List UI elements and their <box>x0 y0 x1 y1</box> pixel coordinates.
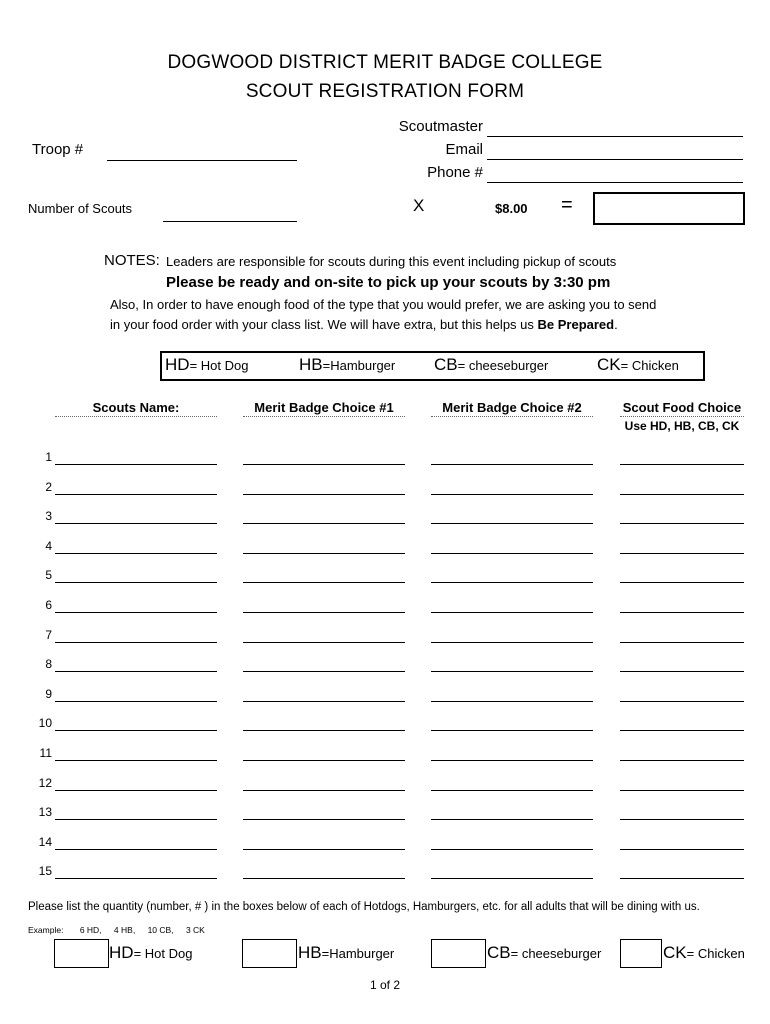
row-number: 4 <box>45 538 52 553</box>
row-number: 12 <box>38 775 52 790</box>
adult-chicken-label <box>663 943 745 963</box>
scout-name-field[interactable] <box>55 701 217 702</box>
example-item: 4 HB, <box>113 925 136 935</box>
food-choice-field[interactable] <box>620 760 744 761</box>
food-choice-field[interactable] <box>620 730 744 731</box>
legend-chicken <box>597 355 679 375</box>
adult-hamburger-quantity-box[interactable] <box>242 939 297 968</box>
badge-choice-1-field[interactable] <box>243 819 405 820</box>
scout-name-field[interactable] <box>55 730 217 731</box>
notes-line2: Also, In order to have enough food of the type that you would prefer, we are asking you to send <box>110 297 657 312</box>
badge-choice-2-field[interactable] <box>431 582 593 583</box>
legend-hamburger <box>299 355 395 375</box>
legend-hotdog-code: HD <box>165 355 190 374</box>
column-subheader-food: Use HD, HB, CB, CK <box>624 419 740 433</box>
price-per-scout: $8.00 <box>495 201 528 216</box>
adult-cheeseburger-meaning: = cheeseburger <box>510 946 602 961</box>
row-number: 9 <box>45 686 52 701</box>
badge-choice-1-field[interactable] <box>243 642 405 643</box>
legend-cheeseburger <box>434 355 548 375</box>
adult-cheeseburger-quantity-box[interactable] <box>431 939 486 968</box>
badge-choice-2-field[interactable] <box>431 612 593 613</box>
notes-period: . <box>614 317 618 332</box>
column-header-scout-name: Scouts Name: <box>92 400 180 415</box>
adult-hotdog-label <box>109 943 192 963</box>
adult-cheeseburger-label <box>487 943 601 963</box>
scout-name-field[interactable] <box>55 790 217 791</box>
scout-name-field[interactable] <box>55 878 217 879</box>
adult-hamburger-label <box>298 943 394 963</box>
scout-name-field[interactable] <box>55 464 217 465</box>
form-title-line1: DOGWOOD DISTRICT MERIT BADGE COLLEGE <box>167 52 603 73</box>
scout-name-field[interactable] <box>55 760 217 761</box>
adult-hamburger-meaning: =Hamburger <box>321 946 395 961</box>
notes-line3 <box>110 317 618 332</box>
food-choice-field[interactable] <box>620 523 744 524</box>
badge-choice-2-field[interactable] <box>431 553 593 554</box>
example-item: 6 HD, <box>79 925 102 935</box>
row-number: 14 <box>38 834 52 849</box>
badge-choice-1-field[interactable] <box>243 671 405 672</box>
email-field[interactable] <box>487 159 743 160</box>
scout-name-field[interactable] <box>55 582 217 583</box>
food-choice-field[interactable] <box>620 553 744 554</box>
scout-name-field[interactable] <box>55 612 217 613</box>
badge-choice-2-field[interactable] <box>431 730 593 731</box>
badge-choice-2-field[interactable] <box>431 701 593 702</box>
badge-choice-2-field[interactable] <box>431 671 593 672</box>
row-number: 15 <box>38 864 52 879</box>
adult-chicken-quantity-box[interactable] <box>620 939 662 968</box>
adult-hotdog-meaning: = Hot Dog <box>133 946 193 961</box>
row-number: 3 <box>45 509 52 524</box>
food-choice-field[interactable] <box>620 878 744 879</box>
row-number: 6 <box>45 598 52 612</box>
column-header-food: Scout Food Choice <box>622 400 742 415</box>
row-number: 11 <box>39 746 52 760</box>
row-number: 5 <box>45 568 52 583</box>
adults-instruction: Please list the quantity (number, # ) in the boxes below of each of Hotdogs, Hamburgers, etc. for all adults that will be dining with us. <box>28 901 700 913</box>
badge-choice-1-field[interactable] <box>243 760 405 761</box>
form-title-line2: SCOUT REGISTRATION FORM <box>245 81 525 102</box>
food-choice-field[interactable] <box>620 582 744 583</box>
badge-choice-1-field[interactable] <box>243 849 405 850</box>
badge-choice-2-field[interactable] <box>431 819 593 820</box>
number-of-scouts-label: Number of Scouts <box>28 201 133 216</box>
badge-choice-2-field[interactable] <box>431 523 593 524</box>
row-number: 13 <box>38 805 52 820</box>
notes-label: NOTES: <box>104 252 160 269</box>
scout-name-field[interactable] <box>55 523 217 524</box>
troop-label: Troop # <box>32 141 84 158</box>
pickup-notice: Please be ready and on-site to pick up your scouts by 3:30 pm <box>166 274 611 291</box>
food-choice-field[interactable] <box>620 701 744 702</box>
scout-name-field[interactable] <box>55 642 217 643</box>
badge-choice-2-field[interactable] <box>431 642 593 643</box>
badge-choice-2-field[interactable] <box>431 760 593 761</box>
example-item: 3 CK <box>185 925 205 935</box>
total-amount-box[interactable] <box>593 192 745 225</box>
legend-chicken-meaning: = Chicken <box>620 358 679 373</box>
multiply-symbol: X <box>413 196 425 215</box>
food-choice-field[interactable] <box>620 849 744 850</box>
notes-line1: Leaders are responsible for scouts during this event including pickup of scouts <box>166 254 617 269</box>
notes-line3-text: in your food order with your class list. We will have extra, but this helps us <box>110 317 534 332</box>
scoutmaster-field[interactable] <box>487 136 743 137</box>
scout-name-field[interactable] <box>55 849 217 850</box>
badge-choice-1-field[interactable] <box>243 878 405 879</box>
header-underline <box>431 416 593 417</box>
badge-choice-1-field[interactable] <box>243 730 405 731</box>
row-number: 8 <box>45 657 52 672</box>
food-choice-field[interactable] <box>620 819 744 820</box>
row-number: 7 <box>45 627 52 642</box>
adult-hamburger-code: HB <box>298 943 322 962</box>
badge-choice-2-field[interactable] <box>431 494 593 495</box>
badge-choice-2-field[interactable] <box>431 849 593 850</box>
adult-hotdog-quantity-box[interactable] <box>54 939 109 968</box>
phone-field[interactable] <box>487 182 743 183</box>
row-number: 2 <box>45 479 52 494</box>
legend-cheeseburger-meaning: = cheeseburger <box>457 358 549 373</box>
number-of-scouts-field[interactable] <box>163 221 297 222</box>
scout-name-field[interactable] <box>55 553 217 554</box>
badge-choice-2-field[interactable] <box>431 790 593 791</box>
header-underline <box>55 416 217 417</box>
scout-name-field[interactable] <box>55 819 217 820</box>
badge-choice-1-field[interactable] <box>243 582 405 583</box>
be-prepared-text: Be Prepared <box>537 317 615 332</box>
example-item: 10 CB, <box>147 925 174 935</box>
adults-example <box>28 925 205 935</box>
adult-hotdog-code: HD <box>109 943 134 962</box>
badge-choice-1-field[interactable] <box>243 612 405 613</box>
phone-label: Phone # <box>427 164 483 181</box>
badge-choice-2-field[interactable] <box>431 464 593 465</box>
troop-field[interactable] <box>107 160 297 161</box>
badge-choice-1-field[interactable] <box>243 790 405 791</box>
email-label: Email <box>445 141 483 158</box>
legend-hamburger-code: HB <box>299 355 323 374</box>
badge-choice-1-field[interactable] <box>243 464 405 465</box>
legend-hotdog-meaning: = Hot Dog <box>189 358 249 373</box>
legend-hotdog <box>165 355 248 375</box>
adult-cheeseburger-code: CB <box>487 943 511 962</box>
equals-symbol: = <box>561 194 573 216</box>
food-choice-field[interactable] <box>620 790 744 791</box>
badge-choice-1-field[interactable] <box>243 523 405 524</box>
food-choice-field[interactable] <box>620 494 744 495</box>
header-underline <box>243 416 405 417</box>
badge-choice-1-field[interactable] <box>243 701 405 702</box>
row-number: 1 <box>45 450 52 464</box>
column-header-badge1: Merit Badge Choice #1 <box>254 400 394 415</box>
scout-name-field[interactable] <box>55 494 217 495</box>
food-choice-field[interactable] <box>620 464 744 465</box>
row-number: 10 <box>38 716 52 731</box>
column-header-badge2: Merit Badge Choice #2 <box>442 400 582 415</box>
adult-chicken-code: CK <box>663 943 687 962</box>
badge-choice-2-field[interactable] <box>431 878 593 879</box>
scoutmaster-label: Scoutmaster <box>398 118 483 135</box>
header-underline <box>620 416 744 417</box>
legend-hamburger-meaning: =Hamburger <box>322 358 396 373</box>
adult-chicken-meaning: = Chicken <box>686 946 745 961</box>
badge-choice-1-field[interactable] <box>243 553 405 554</box>
example-label: Example: <box>28 925 64 935</box>
food-choice-field[interactable] <box>620 612 744 613</box>
legend-cheeseburger-code: CB <box>434 355 458 374</box>
scout-name-field[interactable] <box>55 671 217 672</box>
food-choice-field[interactable] <box>620 642 744 643</box>
badge-choice-1-field[interactable] <box>243 494 405 495</box>
legend-chicken-code: CK <box>597 355 621 374</box>
page-number: 1 of 2 <box>369 978 401 992</box>
food-choice-field[interactable] <box>620 671 744 672</box>
